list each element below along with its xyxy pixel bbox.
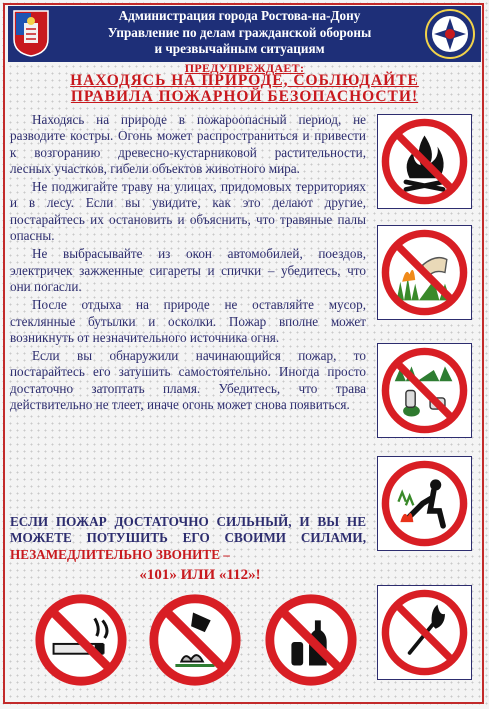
header-banner xyxy=(8,6,481,62)
no-throwing-trash-icon xyxy=(146,591,244,689)
header-line-1: Администрация города Ростова-на-Дону xyxy=(118,8,361,23)
sign-no-matches xyxy=(377,585,472,680)
rule-text: Если вы обнаружили начинающийся пожар, то постарайтесь его затушить самостоятельно. Иногда просто достаточно затоптать пламя. Убедитесь, что трава действительно не тлеет, иначе огонь может снова появиться. xyxy=(10,348,366,413)
call-urgent: НЕЗАМЕДЛИТЕЛЬНО ЗВОНИТЕ – xyxy=(10,546,230,562)
title-line-2: ПРАВИЛА ПОЖАРНОЙ БЕЗОПАСНОСТИ! xyxy=(70,88,419,105)
rule-text: После отдыха на природе не оставляйте мусор, стеклянные бутылки и осколки. Пожар вполне может возникнуть от незначительного источника огня. xyxy=(10,297,366,345)
call-to-action xyxy=(10,514,366,563)
rule-text: Находясь на природе в пожароопасный период, не разводите костры. Огонь может распространиться и привести к возгоранию древесно-кустарниковой растительности, лесных участков, гибели объектов животного мира. xyxy=(10,112,366,176)
sign-no-bottles xyxy=(262,591,360,689)
no-litter-icon xyxy=(378,344,471,437)
sign-no-litter xyxy=(377,343,472,438)
no-bottles-icon xyxy=(262,591,360,689)
list-item xyxy=(10,112,366,177)
no-cigarette-icon xyxy=(32,591,130,689)
city-crest-icon xyxy=(12,9,50,57)
rule-text: Не поджигайте траву на улицах, придомовых территориях и в лесу. Если вы увидите, как это делают другие, постарайтесь их остановить и объяснить, что травяные палы опасны. xyxy=(10,179,366,244)
list-item xyxy=(10,179,366,244)
call-text: ЕСЛИ ПОЖАР ДОСТАТОЧНО СИЛЬНЫЙ, И ВЫ НЕ МОЖЕТЕ ПОТУШИТЬ ЕГО СВОИМИ СИЛАМИ, xyxy=(10,514,366,546)
list-item xyxy=(10,348,366,413)
sign-no-grass-burning xyxy=(377,225,472,320)
sign-no-throwing-trash xyxy=(146,591,244,689)
warning-label: ПРЕДУПРЕЖДАЕТ: xyxy=(184,61,305,75)
rule-text: Не выбрасывайте из окон автомобилей, поездов, электричек зажженные сигареты и спички – убедитесь, что они погасли. xyxy=(10,246,366,294)
list-item xyxy=(10,297,366,346)
safety-rules-list xyxy=(10,112,366,415)
sign-no-cigarette xyxy=(32,591,130,689)
header-line-3: и чрезвычайным ситуациям xyxy=(154,41,325,56)
no-grass-burning-icon xyxy=(378,226,471,319)
extinguish-fire-icon xyxy=(378,457,471,550)
emergency-emblem-icon xyxy=(425,9,475,59)
sign-extinguish-fire xyxy=(377,456,472,551)
poster-title xyxy=(30,73,459,105)
header-line-2: Управление по делам гражданской обороны xyxy=(107,24,372,40)
emergency-numbers: «101» ИЛИ «112»! xyxy=(139,567,261,583)
no-campfire-icon xyxy=(378,115,471,208)
sign-no-campfire xyxy=(377,114,472,209)
list-item xyxy=(10,246,366,295)
no-matches-icon xyxy=(378,586,471,679)
title-line-1: НАХОДЯСЬ НА ПРИРОДЕ, СОБЛЮДАЙТЕ xyxy=(70,72,419,89)
